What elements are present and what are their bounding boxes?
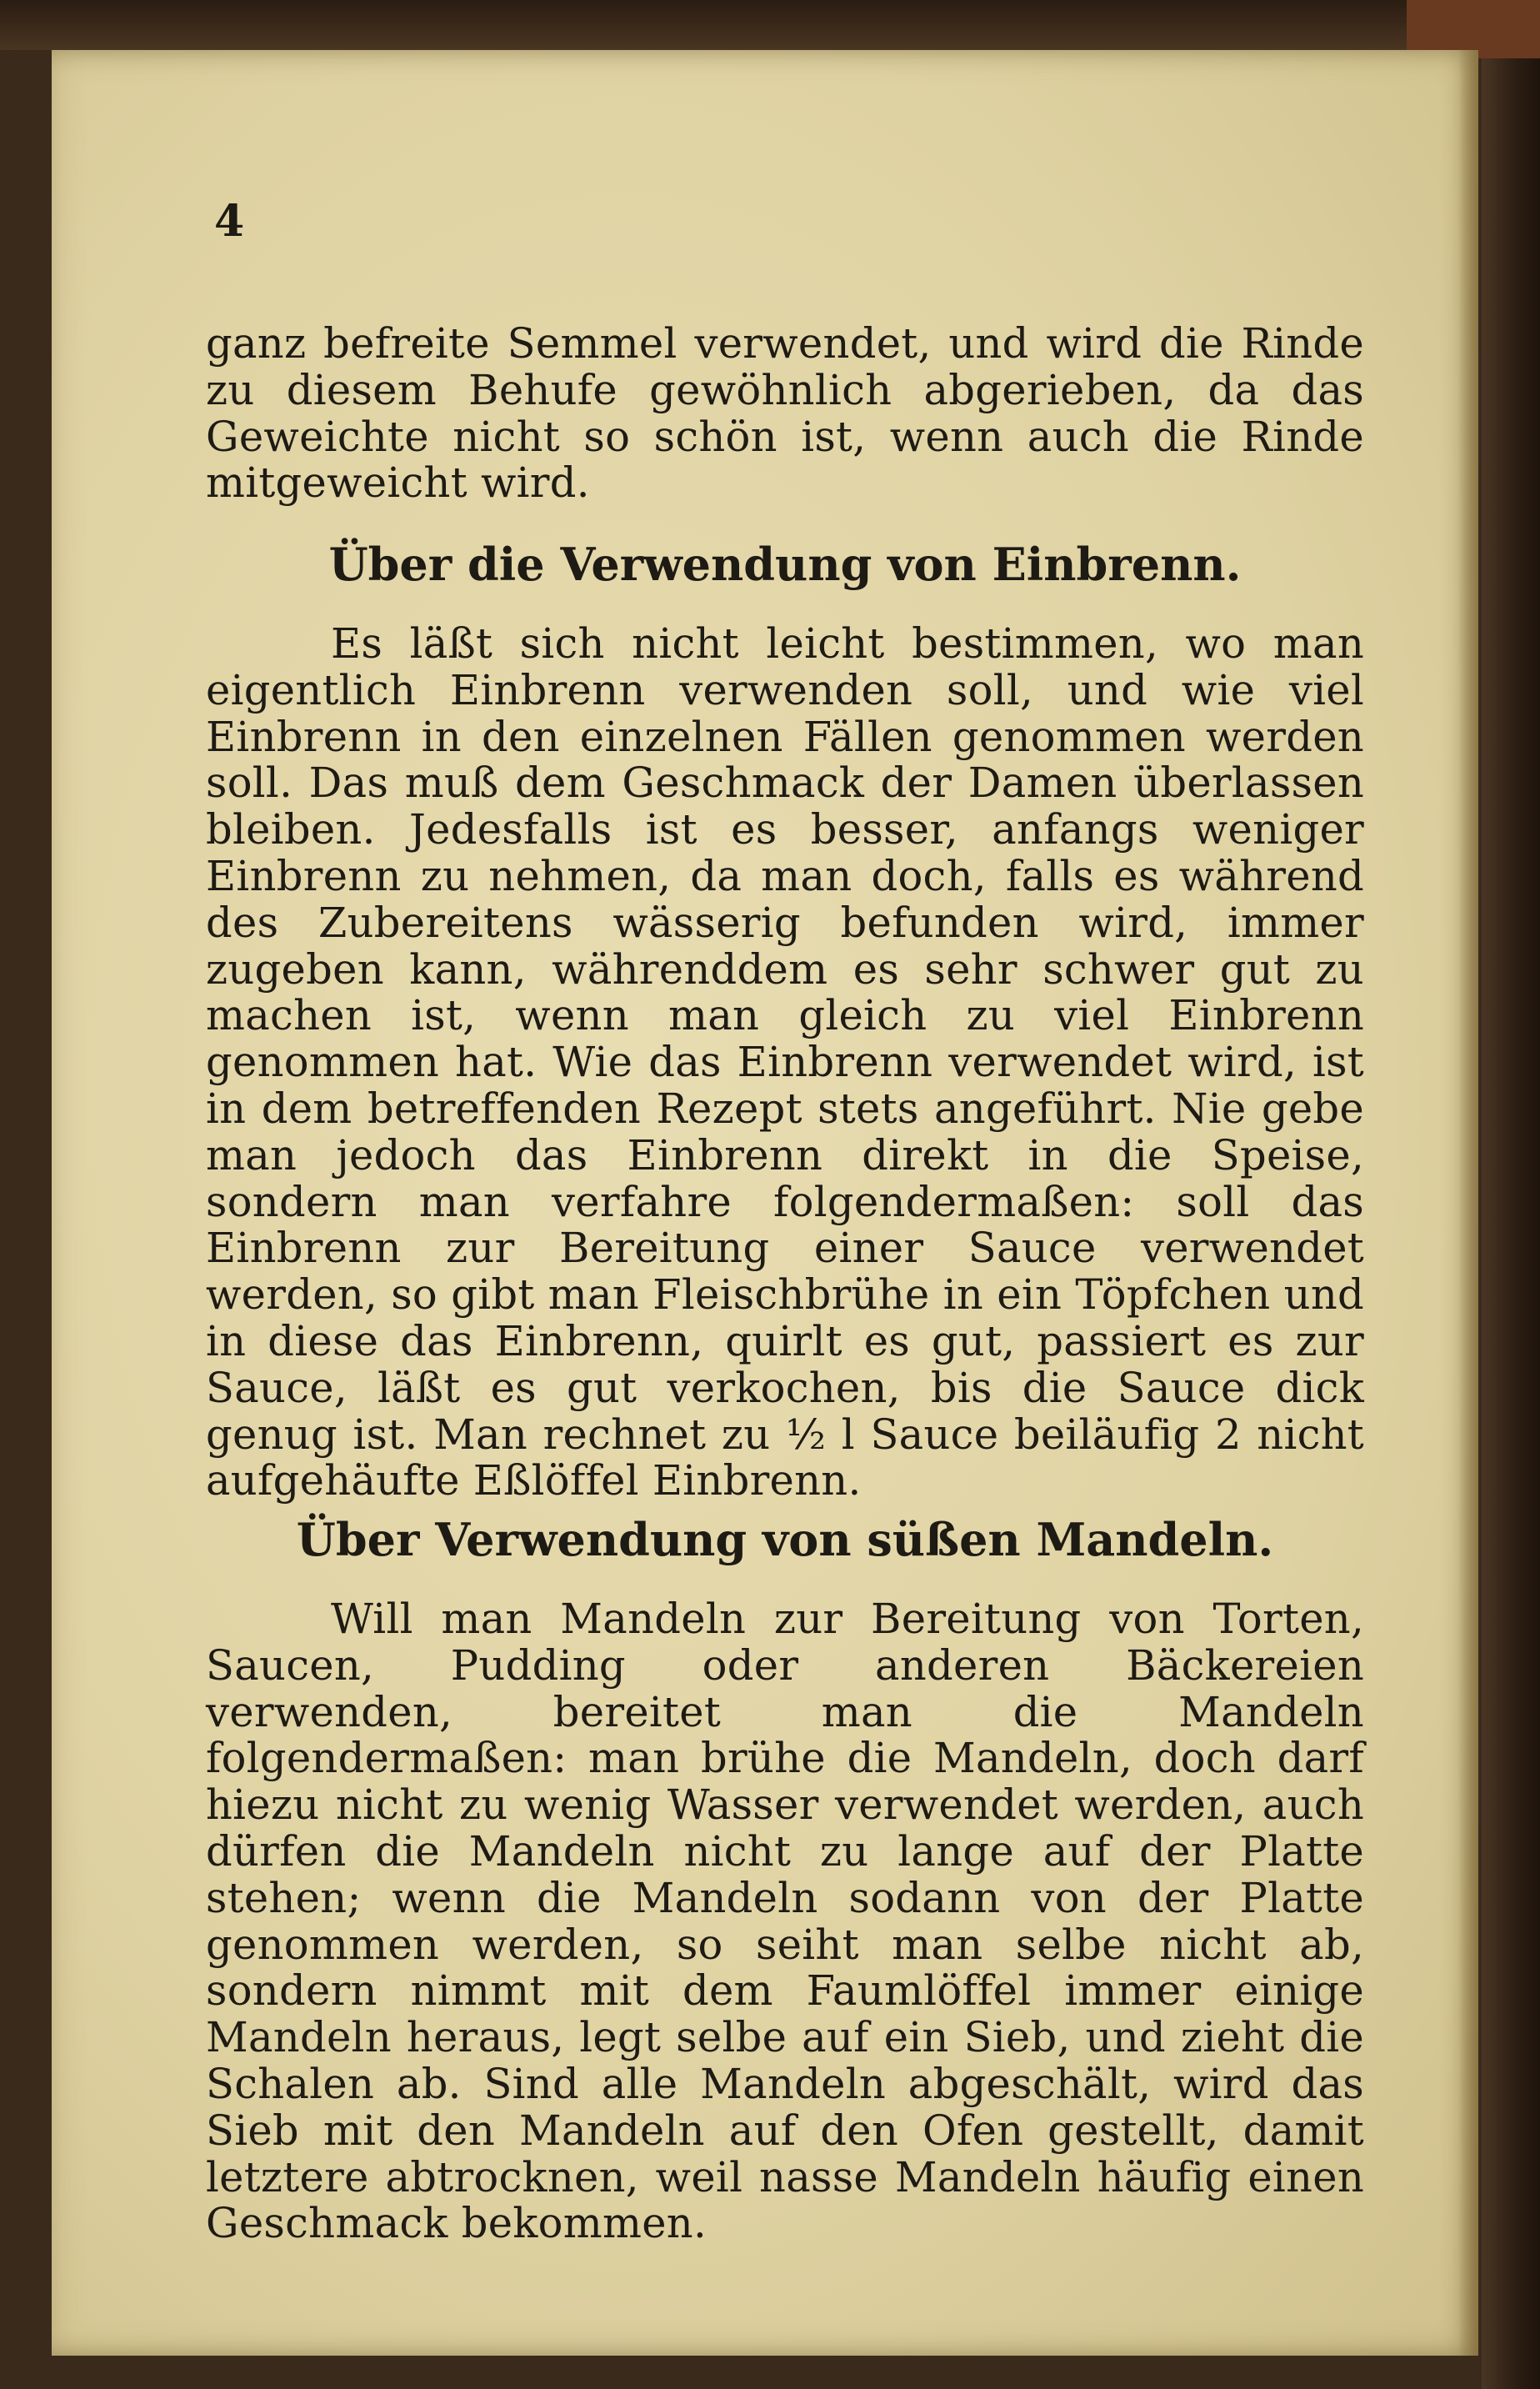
continuation-paragraph: ganz befreite Semmel verwendet, und wird die Rinde zu diesem Behufe gewöhnlich abgerieben, da das Geweichte nicht so schön ist, wenn auch die Rinde mitgeweicht wird. [206,319,1364,508]
book-page [52,50,1478,2356]
section-body-mandeln: Will man Mandeln zur Bereitung von Torten, Saucen, Pudding oder anderen Bäckereien verwenden, bereitet man die Mandeln folgendermaßen: man brühe die Mandeln, doch darf hiezu nicht zu wenig Wasser verwendet werden, auch dürfen die Mandeln nicht zu lange auf der Platte stehen; wenn die Mandeln sodann von der Platte genommen werden, so seiht man selbe nicht ab, sondern nimmt mit dem Faumlöffel immer einige Mandeln heraus, legt selbe auf ein Sieb, und zieht die Schalen ab. Sind alle Mandeln abgeschält, wird das Sieb mit den Mandeln auf den Ofen gestellt, damit letztere abtrocknen, weil nasse Mandeln häufig einen Geschmack bekommen. [206,1595,1364,2248]
page-gutter-shadow [1458,50,1478,2356]
scan-background-top [0,0,1540,50]
section-heading-einbrenn: Über die Verwendung von Einbrenn. [328,538,1242,591]
scan-background-right [1482,0,1540,2389]
page-number: 4 [214,196,245,247]
section-body-einbrenn: Es läßt sich nicht leicht bestimmen, wo man eigentlich Einbrenn verwenden soll, und wie viel Einbrenn in den einzelnen Fällen genommen werden soll. Das muß dem Geschmack der Damen überlassen bleiben. Jedesfalls ist es besser, anfangs weniger Einbrenn zu nehmen, da man doch, falls es während des Zubereitens wässerig befunden wird, immer zugeben kann, währenddem es sehr schwer gut zu machen ist, wenn man gleich zu viel Einbrenn genommen hat. Wie das Einbrenn verwendet wird, ist in dem betreffenden Rezept stets angeführt. Nie gebe man jedoch das Einbrenn direkt in die Speise, sondern man verfahre folgendermaßen: soll das Einbrenn zur Bereitung einer Sauce verwendet werden, so gibt man Fleischbrühe in ein Töpfchen und in diese das Einbrenn, quirlt es gut, passiert es zur Sauce, läßt es gut verkochen, bis die Sauce dick genug ist. Man rechnet zu ½ l Sauce beiläufig 2 nicht aufgehäufte Eßlöffel Einbrenn. [206,619,1364,1505]
section-heading-mandeln: Über Verwendung von süßen Mandeln. [296,1513,1274,1566]
